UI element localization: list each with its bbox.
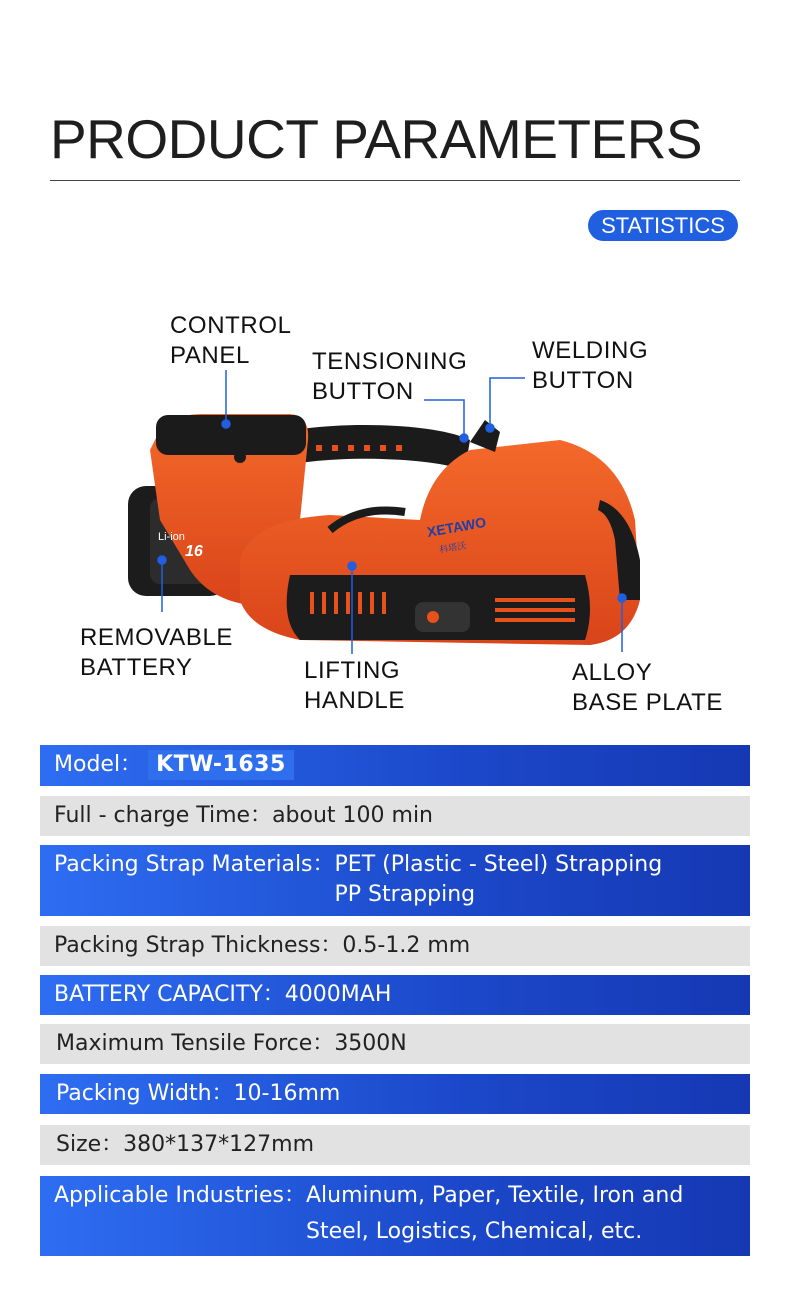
spec-value: 380*137*127mm: [123, 1132, 315, 1157]
spec-row-strap-materials: [40, 845, 750, 916]
spec-row-strap-thickness: [40, 926, 750, 966]
spec-row-charge-time: [40, 796, 750, 836]
callout-alloy-base-plate: ALLOY BASE PLATE: [572, 659, 723, 716]
spec-label: Full - charge Time：: [54, 803, 273, 828]
spec-label: Packing Strap Thickness：: [54, 933, 343, 958]
spec-row-model: [40, 745, 750, 786]
battery-label-text: Li-ion: [158, 531, 185, 543]
callout-welding-button: WELDING BUTTON: [532, 337, 649, 394]
spec-label: Size：: [56, 1132, 124, 1157]
title-divider: [50, 180, 740, 181]
spec-row-packing-width: [40, 1074, 750, 1114]
callout-control-panel: CONTROL PANEL: [170, 312, 292, 369]
spec-row-battery-capacity: [40, 975, 750, 1015]
brand-chinese-text: 科塔沃: [438, 541, 468, 556]
battery-voltage-text: 16: [185, 543, 203, 560]
statistics-badge: STATISTICS: [588, 210, 738, 241]
spec-value: PET (Plastic - Steel) Strapping PP Strapping: [334, 852, 663, 907]
spec-row-industries: [40, 1176, 750, 1256]
spec-value: Aluminum, Paper, Textile, Iron and Steel, Logistics, Chemical, etc.: [305, 1183, 684, 1244]
spec-row-size: [40, 1125, 750, 1165]
spec-value: 0.5-1.2 mm: [342, 933, 471, 958]
spec-value: 10-16mm: [233, 1081, 341, 1106]
page-title: PRODUCT PARAMETERS: [50, 108, 703, 170]
spec-value: 4000MAH: [284, 982, 392, 1007]
callout-removable-battery: REMOVABLE BATTERY: [80, 624, 233, 681]
spec-row-tensile-force: [40, 1024, 750, 1064]
spec-label: Packing Width：: [56, 1081, 234, 1106]
spec-value: 3500N: [334, 1031, 407, 1056]
spec-label: Packing Strap Materials：: [54, 852, 335, 877]
spec-label: Model：: [54, 752, 143, 777]
spec-label: BATTERY CAPACITY：: [54, 982, 285, 1007]
callout-tensioning-button: TENSIONING BUTTON: [312, 348, 468, 405]
spec-label: Maximum Tensile Force：: [56, 1031, 335, 1056]
callout-lifting-handle: LIFTING HANDLE: [304, 657, 405, 714]
spec-label: Applicable Industries：: [54, 1183, 306, 1208]
brand-logo-text: XETAWO: [425, 513, 488, 540]
spec-value: KTW-1635: [148, 750, 294, 780]
spec-value: about 100 min: [272, 803, 434, 828]
